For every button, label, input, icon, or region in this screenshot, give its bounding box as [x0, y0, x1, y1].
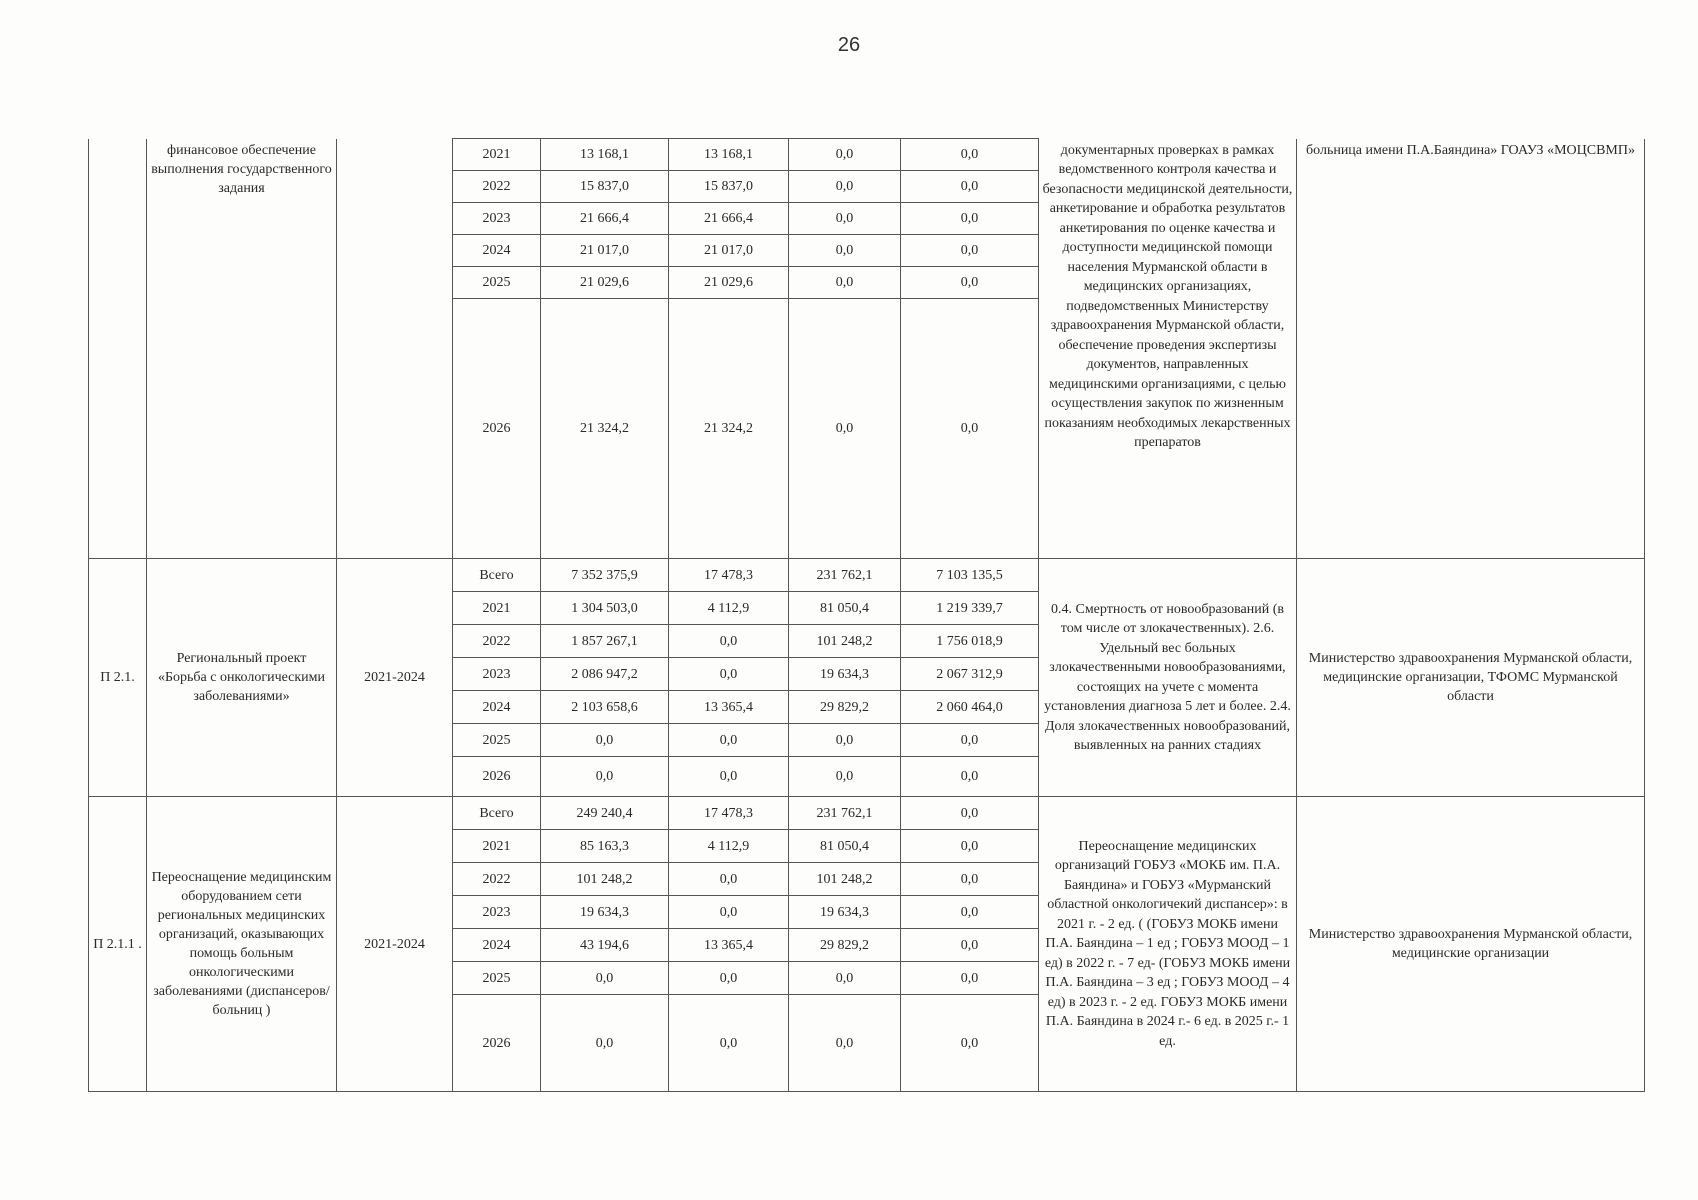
amount-cell: 17 478,3	[669, 797, 789, 830]
year-cell: 2023	[453, 658, 541, 691]
year-cell: 2021	[453, 830, 541, 863]
total-cell: 2 086 947,2	[541, 658, 669, 691]
amount-cell: 0,0	[669, 962, 789, 995]
section-name: Региональный проект «Борьба с онкологическими заболеваниями»	[147, 559, 337, 797]
amount-cell: 0,0	[789, 139, 901, 171]
amount-cell: 4 112,9	[669, 830, 789, 863]
amount-cell: 0,0	[901, 235, 1039, 267]
total-cell: 7 352 375,9	[541, 559, 669, 592]
amount-cell: 101 248,2	[789, 863, 901, 896]
amount-cell: 0,0	[669, 995, 789, 1092]
amount-cell: 0,0	[901, 299, 1039, 559]
total-cell: 21 666,4	[541, 203, 669, 235]
amount-cell: 21 324,2	[669, 299, 789, 559]
year-cell: 2021	[453, 139, 541, 171]
total-cell: 1 304 503,0	[541, 592, 669, 625]
amount-cell: 0,0	[789, 757, 901, 797]
year-cell: 2022	[453, 625, 541, 658]
amount-cell: 81 050,4	[789, 830, 901, 863]
amount-cell: 2 067 312,9	[901, 658, 1039, 691]
year-cell: 2026	[453, 995, 541, 1092]
amount-cell: 13 365,4	[669, 929, 789, 962]
amount-cell: 29 829,2	[789, 691, 901, 724]
section-code	[89, 139, 147, 559]
amount-cell: 0,0	[789, 299, 901, 559]
year-cell: Всего	[453, 797, 541, 830]
amount-cell: 0,0	[789, 171, 901, 203]
amount-cell: 0,0	[669, 724, 789, 757]
amount-cell: 81 050,4	[789, 592, 901, 625]
year-cell: 2021	[453, 592, 541, 625]
amount-cell: 0,0	[901, 757, 1039, 797]
amount-cell: 0,0	[789, 235, 901, 267]
executors-cell: больница имени П.А.Баяндина» ГОАУЗ «МОЦСВМП»	[1297, 139, 1645, 559]
amount-cell: 0,0	[669, 757, 789, 797]
total-cell: 0,0	[541, 757, 669, 797]
year-cell: 2025	[453, 724, 541, 757]
section-code: П 2.1.1 .	[89, 797, 147, 1092]
year-cell: 2026	[453, 299, 541, 559]
total-cell: 101 248,2	[541, 863, 669, 896]
amount-cell: 15 837,0	[669, 171, 789, 203]
total-cell: 43 194,6	[541, 929, 669, 962]
executors-cell: Министерство здравоохранения Мурманской области, медицинские организации, ТФОМС Мурманской области	[1297, 559, 1645, 797]
section-name: финансовое обеспечение выполнения государственного задания	[147, 139, 337, 559]
table-row	[89, 139, 1645, 171]
total-cell: 19 634,3	[541, 896, 669, 929]
amount-cell: 231 762,1	[789, 797, 901, 830]
total-cell: 249 240,4	[541, 797, 669, 830]
amount-cell: 21 017,0	[669, 235, 789, 267]
page-number: 26	[837, 34, 861, 56]
amount-cell: 0,0	[789, 995, 901, 1092]
total-cell: 0,0	[541, 724, 669, 757]
amount-cell: 13 168,1	[669, 139, 789, 171]
amount-cell: 21 029,6	[669, 267, 789, 299]
total-cell: 85 163,3	[541, 830, 669, 863]
total-cell: 0,0	[541, 962, 669, 995]
year-cell: 2024	[453, 929, 541, 962]
total-cell: 21 029,6	[541, 267, 669, 299]
amount-cell: 17 478,3	[669, 559, 789, 592]
amount-cell: 2 060 464,0	[901, 691, 1039, 724]
amount-cell: 4 112,9	[669, 592, 789, 625]
year-cell: 2022	[453, 863, 541, 896]
amount-cell: 0,0	[901, 929, 1039, 962]
total-cell: 2 103 658,6	[541, 691, 669, 724]
amount-cell: 231 762,1	[789, 559, 901, 592]
total-cell: 1 857 267,1	[541, 625, 669, 658]
year-cell: 2023	[453, 896, 541, 929]
year-cell: 2022	[453, 171, 541, 203]
indicators-cell: Переоснащение медицинских организаций ГОБУЗ «МОКБ им. П.А. Баяндина» и ГОБУЗ «Мурманский областной онкологичекий диспансер»: в 2021 г. - 2 ед. ( (ГОБУЗ МОКБ имени П.А. Баяндина – 1 ед ; ГОБУЗ МООД – 1 ед) в 2022 г. - 7 ед- (ГОБУЗ МОКБ имени П.А. Баяндина – 3 ед ; ГОБУЗ МООД – 4 ед) в 2023 г. - 2 ед. ГОБУЗ МОКБ имени П.А. Баяндина в 2024 г.- 6 ед. в 2025 г.- 1 ед.	[1039, 797, 1297, 1092]
amount-cell: 0,0	[901, 962, 1039, 995]
amount-cell: 0,0	[901, 139, 1039, 171]
amount-cell: 7 103 135,5	[901, 559, 1039, 592]
year-cell: 2025	[453, 267, 541, 299]
amount-cell: 0,0	[789, 267, 901, 299]
total-cell: 13 168,1	[541, 139, 669, 171]
amount-cell: 0,0	[901, 896, 1039, 929]
amount-cell: 101 248,2	[789, 625, 901, 658]
total-cell: 15 837,0	[541, 171, 669, 203]
indicators-cell: документарных проверках в рамках ведомственного контроля качества и безопасности медицинской деятельности, анкетирование и обработка результатов анкетирования по оценке качества и доступности медицинской помощи населения Мурманской области в медицинских организациях, подведомственных Министерству здравоохранения Мурманской области, обеспечение проведения экспертизы документов, направленных медицинскими организациями, с целью осуществления закупок по жизненным показаниям необходимых лекарственных препаратов	[1039, 139, 1297, 559]
indicators-cell: 0.4. Смертность от новообразований (в том числе от злокачественных). 2.6. Удельный вес больных злокачественными новообразованиями, состоящих на учете с момента установления диагноза 5 лет и более. 2.4. Доля злокачественных новообразований, выявленных на ранних стадиях	[1039, 559, 1297, 797]
year-cell: Всего	[453, 559, 541, 592]
amount-cell: 0,0	[669, 896, 789, 929]
total-cell: 0,0	[541, 995, 669, 1092]
amount-cell: 21 666,4	[669, 203, 789, 235]
amount-cell: 0,0	[901, 995, 1039, 1092]
year-cell: 2023	[453, 203, 541, 235]
amount-cell: 1 756 018,9	[901, 625, 1039, 658]
section-period: 2021-2024	[337, 797, 453, 1092]
amount-cell: 0,0	[789, 203, 901, 235]
year-cell: 2024	[453, 235, 541, 267]
amount-cell: 0,0	[901, 830, 1039, 863]
year-cell: 2025	[453, 962, 541, 995]
amount-cell: 0,0	[901, 171, 1039, 203]
section-name: Переоснащение медицинским оборудованием сети региональных медицинских организаций, оказывающих помощь больным онкологическими заболеваниями (диспансеров/больниц )	[147, 797, 337, 1092]
amount-cell: 0,0	[789, 724, 901, 757]
amount-cell: 19 634,3	[789, 658, 901, 691]
amount-cell: 13 365,4	[669, 691, 789, 724]
amount-cell: 0,0	[901, 797, 1039, 830]
section-code: П 2.1.	[89, 559, 147, 797]
amount-cell: 0,0	[669, 625, 789, 658]
amount-cell: 0,0	[901, 863, 1039, 896]
total-cell: 21 324,2	[541, 299, 669, 559]
budget-table	[88, 138, 1645, 1092]
amount-cell: 0,0	[789, 962, 901, 995]
amount-cell: 0,0	[669, 863, 789, 896]
amount-cell: 0,0	[901, 724, 1039, 757]
year-cell: 2024	[453, 691, 541, 724]
section-period: 2021-2024	[337, 559, 453, 797]
amount-cell: 0,0	[901, 203, 1039, 235]
total-cell: 21 017,0	[541, 235, 669, 267]
amount-cell: 1 219 339,7	[901, 592, 1039, 625]
table-row	[89, 797, 1645, 830]
amount-cell: 19 634,3	[789, 896, 901, 929]
amount-cell: 0,0	[669, 658, 789, 691]
section-period	[337, 139, 453, 559]
table-row	[89, 559, 1645, 592]
year-cell: 2026	[453, 757, 541, 797]
amount-cell: 29 829,2	[789, 929, 901, 962]
executors-cell: Министерство здравоохранения Мурманской области, медицинские организации	[1297, 797, 1645, 1092]
amount-cell: 0,0	[901, 267, 1039, 299]
